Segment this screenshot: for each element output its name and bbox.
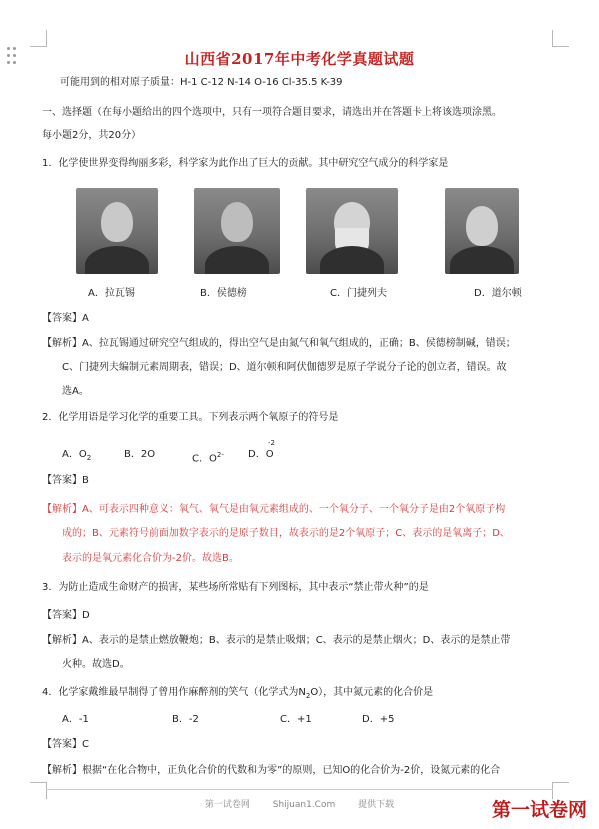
scientist-photo-lavoisier bbox=[76, 188, 158, 274]
q1-analysis-line3: 选A。 bbox=[62, 386, 89, 397]
q2-analysis-line1: 【解析】A、可表示四种意义：氧气、氧气是由氧元素组成的、一个氧分子、一个氧分子是由2个氧原子构 bbox=[42, 504, 506, 515]
q4-analysis-line1: 【解析】根据“在化合物中，正负化合价的代数和为零”的原则，已知O的化合价为-2价，设氮元素的化合 bbox=[42, 765, 501, 776]
crop-mark-top-right bbox=[552, 30, 569, 47]
scientist-photo-hou-debang bbox=[194, 188, 280, 274]
q1-analysis-line2: C、门捷列夫编制元素周期表，错误；D、道尔顿和阿伏伽德罗是原子学说分子论的创立者，错误。故 bbox=[62, 362, 507, 373]
page-title: 山西省2017年中考化学真题试题 bbox=[184, 50, 415, 68]
q1-answer: 【答案】A bbox=[42, 313, 89, 324]
q1-analysis-line1: 【解析】A、拉瓦锡通过研究空气组成的，得出空气是由氮气和氧气组成的，正确；B、侯德榜制碱，错误； bbox=[42, 338, 516, 349]
footer-site-name: 第一试卷网 bbox=[204, 800, 250, 810]
q3-answer: 【答案】D bbox=[42, 610, 90, 621]
q2-option-c: C．$O^{2-}$ bbox=[192, 451, 224, 465]
q2-analysis-line2: 成的；B、元素符号前面加数字表示的是原子数目，故表示的是2个氧原子；C、表示的是氧离子；D、 bbox=[62, 528, 510, 539]
q1-option-a: A．拉瓦锡 bbox=[88, 288, 135, 299]
q2-option-b: B．2O bbox=[124, 449, 156, 460]
site-watermark-logo: 第一试卷网 bbox=[491, 799, 587, 821]
q1-option-b: B．侯德榜 bbox=[200, 288, 247, 299]
section-heading-line1: 一、选择题（在每小题给出的四个选项中，只有一项符合题目要求，请选出并在答题卡上将该选项涂黑。 bbox=[42, 107, 502, 118]
q2-option-d: D．O bbox=[248, 449, 274, 460]
crop-mark-top-left bbox=[30, 30, 47, 47]
q1-stem: 1．化学使世界变得绚丽多彩，科学家为此作出了巨大的贡献。其中研究空气成分的科学家是 bbox=[42, 158, 449, 169]
q4-option-a: A．-1 bbox=[62, 714, 89, 725]
q2-stem: 2．化学用语是学习化学的重要工具。下列表示两个氧原子的符号是 bbox=[42, 412, 339, 423]
q4-answer: 【答案】C bbox=[42, 739, 89, 750]
q3-analysis-line2: 火种。故选D。 bbox=[62, 659, 130, 670]
atomic-masses: 可能用到的相对原子质量：H-1 C-12 N-14 O-16 Cl-35.5 K-39 bbox=[60, 77, 343, 88]
q3-analysis-line1: 【解析】A、表示的是禁止燃放鞭炮；B、表示的是禁止吸烟；C、表示的是禁止烟火；D、表示的是禁止带 bbox=[42, 635, 511, 646]
q2-option-a: A．$O_2$ bbox=[62, 449, 92, 462]
q2-option-d-valence: -2 bbox=[268, 439, 275, 447]
q4-option-b: B．-2 bbox=[172, 714, 199, 725]
q4-option-c: C．+1 bbox=[280, 714, 312, 725]
q2-analysis-line3: 表示的是氧元素化合价为-2价。故选B。 bbox=[62, 553, 239, 564]
q4-option-d: D．+5 bbox=[362, 714, 395, 725]
q2-answer: 【答案】B bbox=[42, 475, 89, 486]
q3-stem: 3．为防止造成生命财产的损害，某些场所常贴有下列图标，其中表示“禁止带火种”的是 bbox=[42, 582, 429, 593]
q1-option-d: D．道尔顿 bbox=[474, 288, 522, 299]
scientist-photo-mendeleev bbox=[306, 188, 398, 274]
scientist-photo-dalton bbox=[445, 188, 519, 274]
footer-site-link[interactable]: Shijuan1.Com bbox=[272, 800, 336, 810]
footer-divider bbox=[46, 789, 553, 790]
footer-provider: 提供下载 bbox=[358, 800, 395, 810]
section-heading-line2: 每小题2分，共20分） bbox=[42, 130, 142, 141]
q4-stem: 4．化学家戴维最早制得了曾用作麻醉剂的笑气（化学式为$N_2O$），其中氮元素的化合价是 bbox=[42, 687, 434, 700]
q1-option-c: C．门捷列夫 bbox=[330, 288, 387, 299]
